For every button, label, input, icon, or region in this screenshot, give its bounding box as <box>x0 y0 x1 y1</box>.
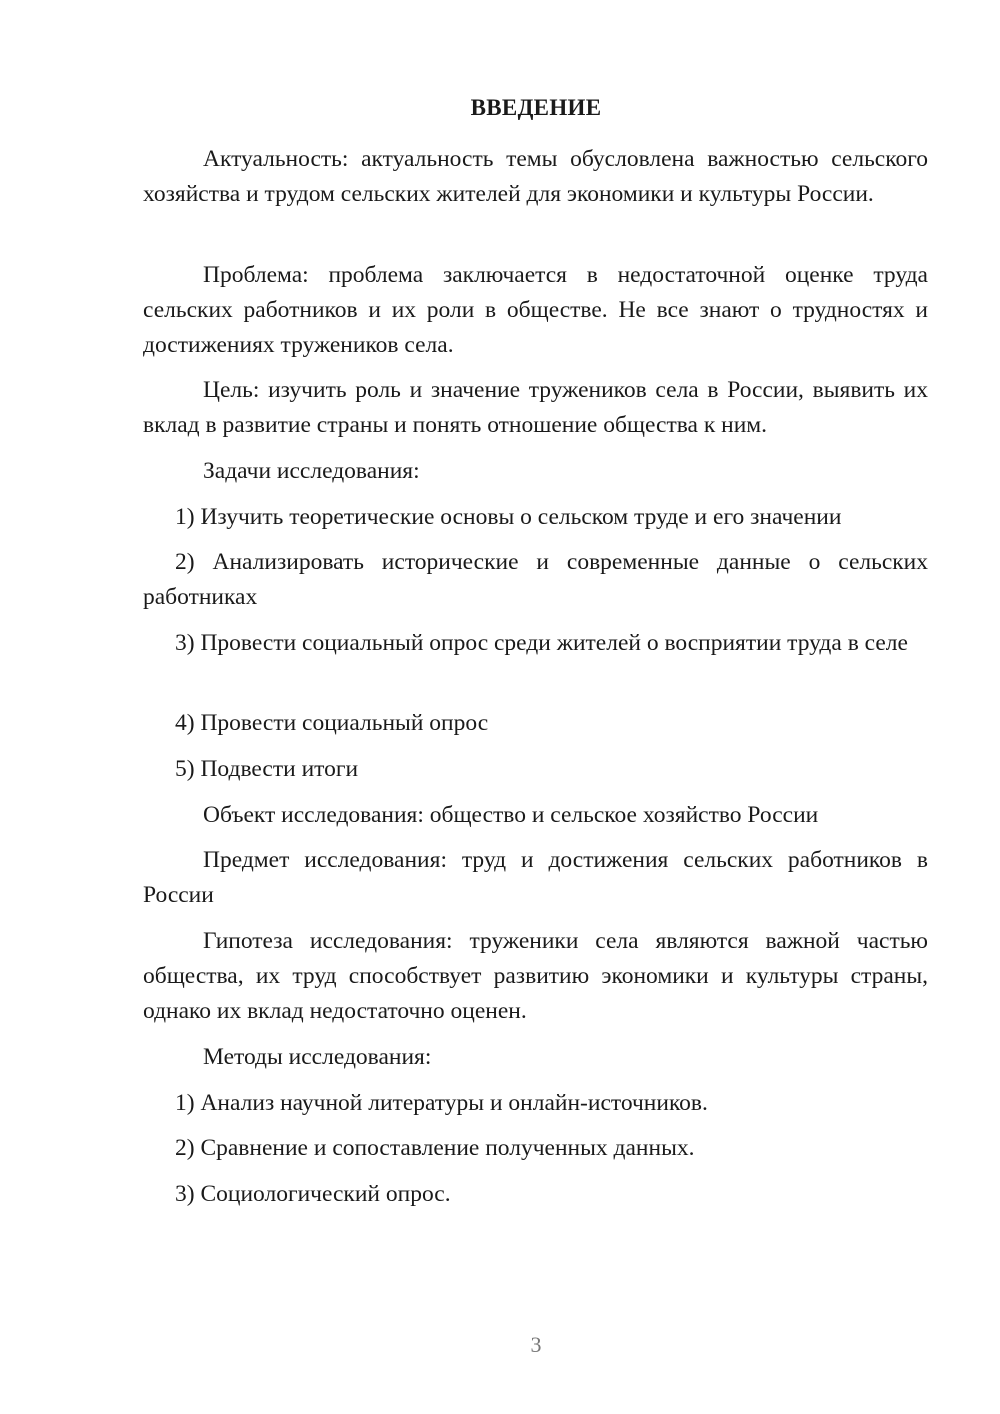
problem-paragraph: Проблема: проблема заключается в недостаточной оценке труда сельских работников и их роли в обществе. Не все знают о трудностях и достижениях тружеников села. <box>143 262 928 359</box>
method-item-1: 1) Анализ научной литературы и онлайн-источников. <box>175 1090 708 1116</box>
task-item-3: 3) Провести социальный опрос среди жителей о восприятии труда в селе <box>175 630 908 656</box>
relevance-paragraph: Актуальность: актуальность темы обусловлена важностью сельского хозяйства и трудом сельских жителей для экономики и культуры России. <box>143 146 928 208</box>
method-item-3: 3) Социологический опрос. <box>175 1181 451 1207</box>
page-number: 3 <box>530 1332 542 1357</box>
object-paragraph: Объект исследования: общество и сельское хозяйство России <box>203 802 819 828</box>
method-item-2: 2) Сравнение и сопоставление полученных данных. <box>175 1135 695 1161</box>
task-item-5: 5) Подвести итоги <box>175 756 359 782</box>
section-heading: ВВЕДЕНИЕ <box>470 95 602 120</box>
tasks-title: Задачи исследования: <box>203 458 420 484</box>
task-item-4: 4) Провести социальный опрос <box>175 710 489 736</box>
hypothesis-paragraph: Гипотеза исследования: труженики села являются важной частью общества, их труд способствует развитию экономики и культуры страны, однако их вклад недостаточно оценен. <box>143 928 928 1025</box>
task-item-1: 1) Изучить теоретические основы о сельском труде и его значении <box>175 504 842 530</box>
methods-title: Методы исследования: <box>203 1044 432 1070</box>
goal-paragraph: Цель: изучить роль и значение тружеников села в России, выявить их вклад в развитие страны и понять отношение общества к ним. <box>143 377 928 439</box>
subject-paragraph: Предмет исследования: труд и достижения сельских работников в России <box>143 847 928 909</box>
task-item-2: 2) Анализировать исторические и современные данные о сельских работниках <box>143 549 928 611</box>
